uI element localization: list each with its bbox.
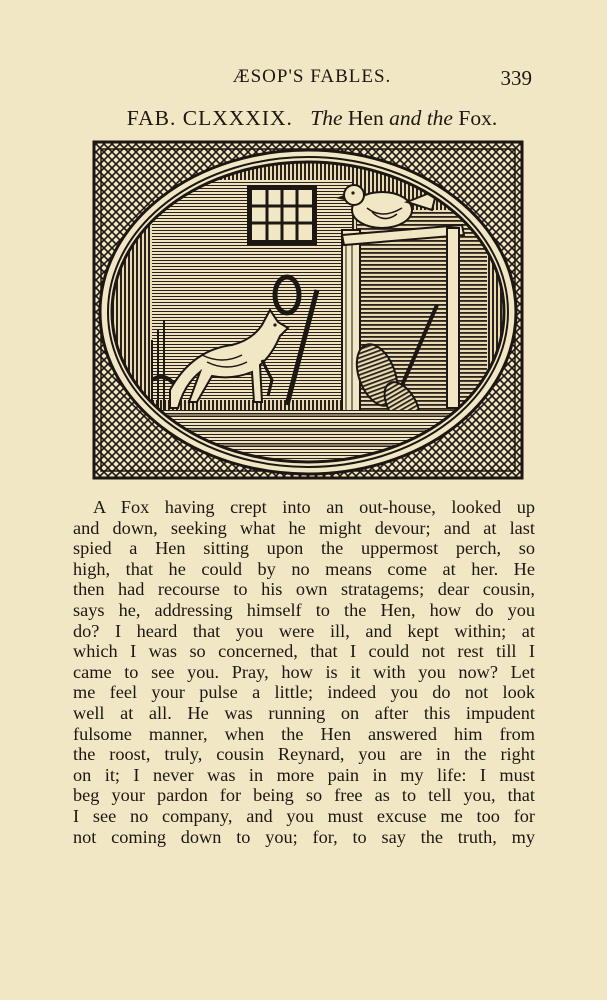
woodcut-illustration: [92, 140, 524, 480]
page-number: 339: [500, 66, 532, 90]
text-line: well at all. He was running on after this impudent: [73, 702, 535, 723]
fable-heading: [92, 106, 532, 131]
fable-title-the: The: [310, 106, 343, 130]
text-line: not coming down to you; for, to say the truth, my: [73, 826, 535, 847]
text-line: fulsome manner, when the Hen answered him from: [73, 723, 535, 744]
text-line: then had recourse to his own stratagems; dear cousin,: [73, 579, 535, 600]
text-line: and down, seeking what he might devour; and at last: [73, 517, 535, 538]
running-head: [92, 66, 532, 96]
fable-title-hen: Hen: [347, 106, 384, 130]
wooden-post: [342, 230, 360, 420]
text-line: A Fox having crept into an out-house, looked up: [93, 497, 535, 517]
text-line: on it; I never was in more pain in my life: I must: [73, 764, 535, 785]
running-title: ÆSOP'S FABLES.: [232, 66, 392, 87]
fable-number: FAB. CLXXXIX.: [126, 106, 293, 130]
text-line: I see no company, and you must excuse me too for: [73, 805, 535, 826]
text-line: came to see you. Pray, how is it with you now? Let: [73, 661, 535, 682]
text-line: beg your pardon for being so free as to tell you, that: [73, 785, 535, 806]
fable-title-fox: Fox.: [458, 106, 498, 130]
text-line: spied a Hen sitting upon the uppermost perch, so: [73, 538, 535, 559]
fable-title-and-the: and the: [389, 106, 453, 130]
text-line: do? I heard that you were ill, and kept within; at: [73, 620, 535, 641]
text-line: high, that he could by no means come at her. He: [73, 558, 535, 579]
fable-body-text: [73, 497, 535, 847]
text-line: which I was so concerned, that I could not rest till I: [73, 641, 535, 662]
text-line: the roost, truly, cousin Reynard, you are in the right: [73, 744, 535, 765]
text-line: says he, addressing himself to the Hen, how do you: [73, 599, 535, 620]
text-line: me feel your pulse a little; indeed you do not look: [73, 682, 535, 703]
